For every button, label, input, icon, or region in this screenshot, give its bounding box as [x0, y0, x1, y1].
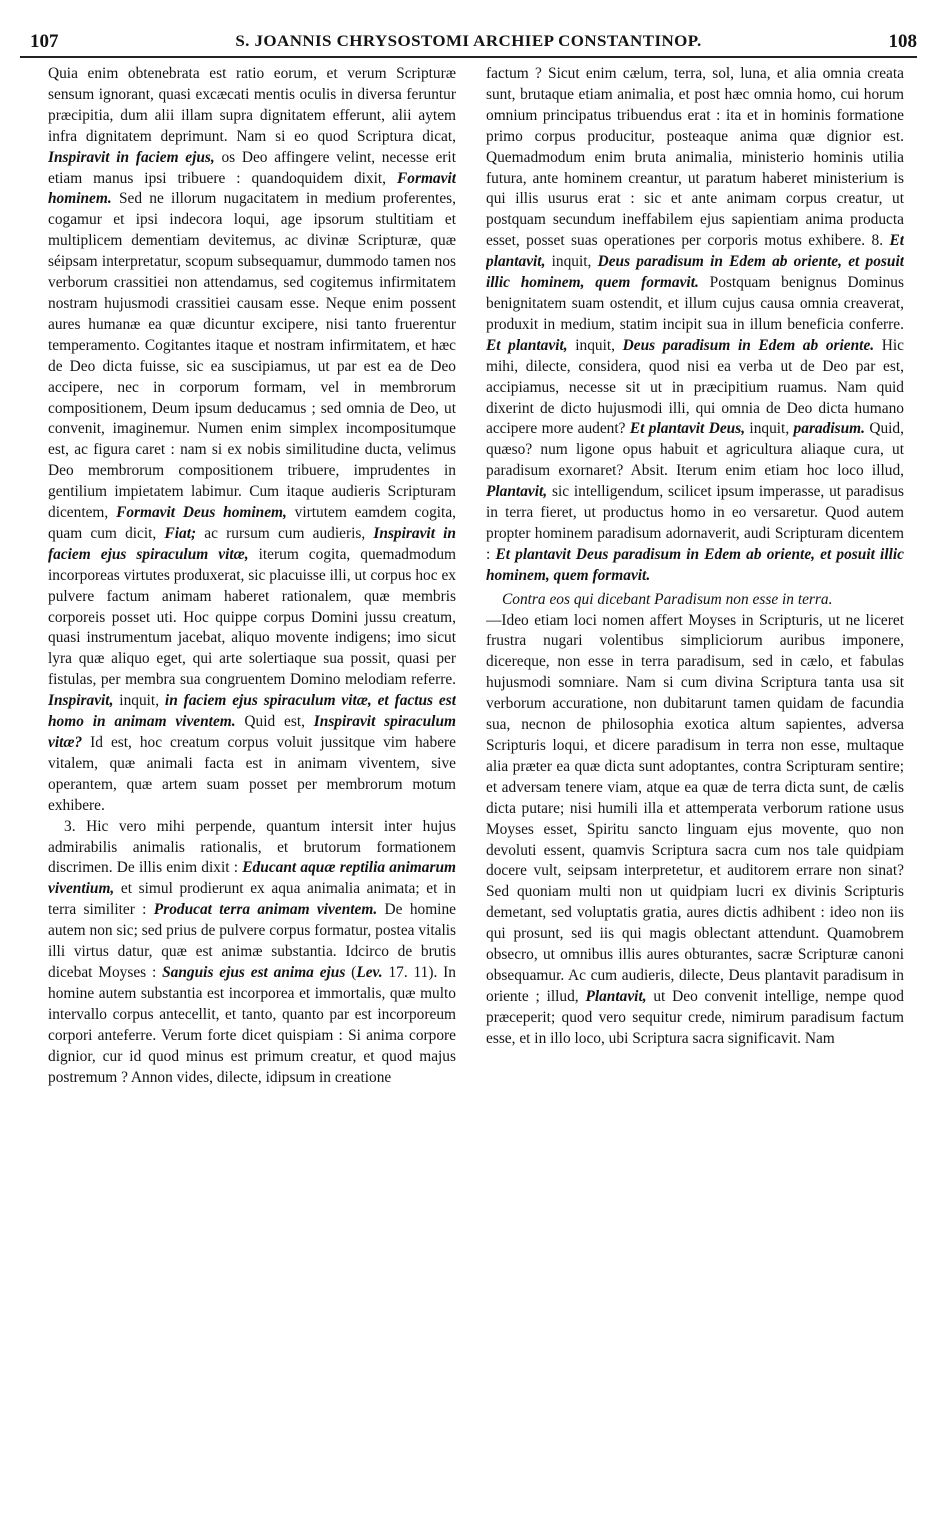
- italic-run: Lev.: [356, 963, 383, 981]
- italic-run: paradisum.: [793, 420, 865, 438]
- text-run: iterum cogita, quemadmodum incorporeas virtutes produxerat, sic placuisse illi, ut corpus hoc ex pulvere factum animam haberet rationalem, quæ membris corporeis posset uti. Hoc quippe corpus Domini jussu creatum, quasi instrumentum jacebat, aliquo movente indigens; imo sicut lyra quæ aliquo eget, qui arte solertiaque sua possit, quasi per fistulas, per membra sua congruentem Domino melodiam referre.: [48, 545, 456, 689]
- italic-run: Inspiravit,: [48, 692, 114, 710]
- running-header: [20, 16, 917, 58]
- page-number-left: 107: [30, 31, 59, 52]
- italic-run: Fiat;: [164, 524, 197, 542]
- italic-run: Formavit hominem.: [48, 169, 456, 208]
- italic-run: Inspiravit in faciem ejus,: [48, 148, 215, 166]
- paragraph: [48, 817, 456, 1089]
- text-run: 3. Hic vero mihi perpende, quantum intersit inter hujus admirabilis animalis rationalis, et brutorum formationem discrimen. De illis enim dixit :: [48, 817, 456, 877]
- text-run: ut Deo convenit intellige, nempe quod præceperit; quod vero sequitur crede, nimirum paradisum factum esse, et in illo loco, ubi Scriptura sacra significavit. Nam: [486, 987, 904, 1047]
- italic-run: Et plantavit,: [486, 336, 568, 354]
- italic-run: Inspiravit in faciem ejus spiraculum vitæ,: [48, 524, 456, 563]
- section-heading: Contra eos qui dicebant Paradisum non esse in terra.: [502, 590, 833, 608]
- text-run: (: [345, 963, 357, 981]
- italic-run: Formavit Deus hominem,: [116, 504, 287, 522]
- text-run: Sed ne illorum nugacitatem in medium proferentes, cogamur et ipsi indecora loqui, age ipsorum stultitiam et multiplicem dementiam devitemus, ac divinæ Scripturæ, quæ séipsam interpretatur, scopum subsequamur, dummodo tamen nos verborum crassitiei non attendamus, sed cogitemus infirmitatem nostram hujusmodi crassitiei causam esse. Neque enim possent aures humanæ ea quæ dicuntur excipere, nisi tanto fruerentur temperamento. Cogitantes itaque et nostram infirmitatem, et hæc de Deo dicta fuisse, sic ea suscipiamus, ut par est ea de Deo accipere, nec in corporum formam, vel in membrorum compositionem, Deum ipsum deducamus ; sed omnia de Deo, ut convenit, imaginemur. Numen enim simplex incompositumque est, ac figura caret : nam si ex nobis similitudine ducta, velimus Deo membrorum compositionem tribuere, imprudentes in gentilium impietatem labimur. Cum itaque audieris Scripturam dicentem,: [48, 190, 456, 522]
- italic-run: Et plantavit Deus paradisum in Edem ab oriente, et posuit illic hominem, quem formavit.: [486, 545, 904, 584]
- italic-run: Sanguis ejus est anima ejus: [162, 963, 346, 981]
- paragraph: [486, 611, 904, 1050]
- text-run: Quia enim obtenebrata est ratio eorum, et verum Scripturæ sensum ignorant, quasi excæcati mentis oculis in diversa feruntur præcipitia, dum alii illam supra dignitatem efferunt, alii aytem infra dignitatem deprimunt. Nam si eo quod Scriptura dicat,: [48, 65, 456, 145]
- italic-run: Et plantavit Deus,: [629, 420, 746, 438]
- italic-run: in faciem ejus spiraculum vitæ, et factus est homo in animam viventem.: [48, 692, 456, 731]
- text-run: et simul prodierunt ex aqua animalia animata; et in terra similiter :: [48, 880, 456, 919]
- text-run: virtutem eamdem cogita, quam cum dicit,: [48, 504, 456, 542]
- right-column: [486, 64, 904, 1534]
- text-run: De homine autem non sic; sed prius de pulvere corpus formatur, postea vitalis illi virtus datur, quæ est animæ substantia. Idcirco de brutis dicebat Moyses :: [48, 901, 456, 981]
- text-run: Quid est,: [235, 713, 314, 731]
- text-run: Hic mihi, dilecte, considera, quod nisi ea verba ut de Deo par est, accipiamus, necesse sit ut in præcipitium ruamus. Nam quid dixerint de dicto hujusmodi illi, qui omnia de Deo dicta humano accipere more audent?: [486, 336, 904, 438]
- running-title: S. JOANNIS CHRYSOSTOMI ARCHIEP CONSTANTINOP.: [235, 33, 702, 50]
- italic-run: Et plantavit,: [486, 232, 904, 271]
- italic-run: Deus paradisum in Edem ab oriente.: [622, 336, 875, 354]
- page-number-right: 108: [888, 31, 917, 52]
- text-run: factum ? Sicut enim cælum, terra, sol, luna, et alia omnia creata sunt, brutaque etiam animalia, et post hæc omnia homo, cui horum omnium principatus tribuendus erat : ita et in hominis formatione primo corpus producitur, posteaque anima quæ dignior est. Quemadmodum enim bruta animalia, ministerio hominis utilia futura, ante hominem creantur, ut paratum haberet ministerium is qui illis usurus erat : sic et ante animam corpus creatur, ut postquam secundum ineffabilem ejus sapientiam anima producta esset, posset suas operationes per corporis motus exhibere. 8.: [486, 65, 904, 250]
- text-run: inquit,: [545, 253, 598, 271]
- text-run: Id est, hoc creatum corpus voluit jussitque vim habere vitalem, quæ animali facta est in animam viventem, sive operantem, quæ artem suam posset per membrorum motum exhibere.: [48, 734, 456, 814]
- italic-run: Inspiravit spiraculum vitæ?: [48, 713, 456, 751]
- text-run: Quid, quæso? num ligone opus habuit et agricultura aliaque cura, ut paradisum exornaret? Absit. Iterum enim etiam hoc loco illud,: [486, 420, 904, 480]
- text-run: sic intelligendum, scilicet ipsum imperasse, ut paradisus in terra fieret, ut productus homo in eo versaretur. Quod autem propter hominem paradisum adornaverit, audi Scripturam dicentem :: [486, 483, 904, 563]
- paragraph: [486, 64, 904, 587]
- text-run: Postquam benignus Dominus benignitatem suam ostendit, et illum cujus causa omnia creaverat, produxit in medium, statim incipit sua in illum beneficia conferre.: [486, 274, 904, 333]
- left-column: [48, 64, 456, 1534]
- italic-run: Plantavit,: [486, 483, 548, 501]
- text-run: —Ideo etiam loci nomen affert Moyses in Scripturis, ut ne liceret frustra nugari volentibus simpliciorum auribus imponere, dicereque, non esse in terra paradisum, sed in cælo, et fabulas hujusmodi somniare. Nam si cum divina Scriptura tanta usa sit verborum accuratione, non dubitarunt tamen quidam de facundia sua, necnon de philosophia exotica altum sapientes, adversa Scripturis loqui, et dicere paradisum in terra non esse, multaque alia præter ea quæ dicta sunt adoptantes, contra Scripturam sentire; et adversam tenere viam, atque ea quæ de terra dicta sunt, de cælis dicta putare; nisi humili illa et attemperata verborum ratione usus Moyses esset, Spiritu sancto linguam ejus movente, quo non devoluti essent, quamvis Scriptura sacra cum nos tale quidpiam docere vult, seipsam interpretetur, et auditorem errare non sinat? Sed quoniam multi non ut quidpiam lucri ex divinis Scripturis demetant, sed voluptatis gratia, aures dictis adhibent : ideo non iis qui prosunt, sed iis qui magis oblectant attendunt. Quamobrem obsecro, ut omnibus illis aures obturantes, sacræ Scripturæ canoni obsequamur. Ac cum audieris, dilecte, Deus plantavit paradisum in oriente ; illud,: [486, 611, 904, 1005]
- italic-run: Educant aquæ reptilia animarum viventium,: [48, 859, 456, 898]
- text-run: os Deo affingere velint, necesse erit etiam manus ipsi tribuere : quandoquidem dixit,: [48, 148, 456, 187]
- text-run: ac rursum cum audieris,: [196, 524, 374, 542]
- italic-run: Producat terra animam viventem.: [153, 901, 378, 919]
- text-run: inquit,: [113, 692, 165, 710]
- text-run: inquit,: [745, 420, 794, 438]
- italic-run: Plantavit,: [585, 987, 647, 1005]
- text-run: 17. 11). In homine autem substantia est incorporea et immortalis, quæ multo intervallo corpus antecellit, et tanto, quanto par est incorporeum corpori anteferre. Verum forte dicet quispiam : Si anima corpore dignior, cur id quod minus est primum creatur, et quod majus postremum ? Annon vides, dilecte, idipsum in creatione: [48, 963, 456, 1086]
- text-run: inquit,: [567, 336, 623, 354]
- paragraph: [48, 64, 456, 817]
- italic-run: Deus paradisum in Edem ab oriente, et posuit illic hominem, quem formavit.: [486, 253, 904, 292]
